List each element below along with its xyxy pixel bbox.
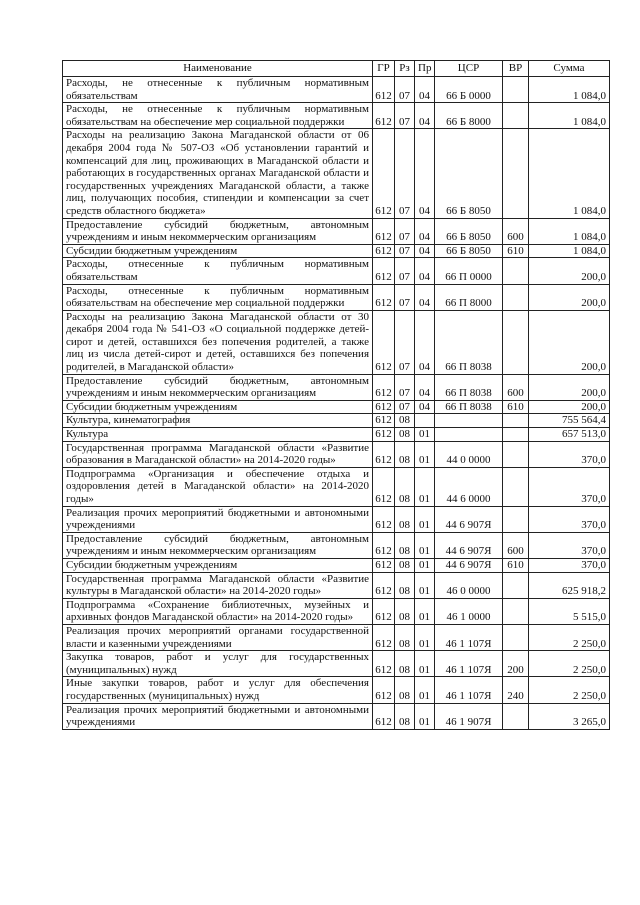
table-row <box>63 441 610 467</box>
row-pr: 01 <box>415 441 435 467</box>
row-vr <box>503 467 529 506</box>
row-rz: 07 <box>395 258 415 284</box>
row-rz: 08 <box>395 414 415 428</box>
row-pr: 01 <box>415 467 435 506</box>
row-gr: 612 <box>373 651 395 677</box>
row-vr: 600 <box>503 532 529 558</box>
row-pr <box>415 414 435 428</box>
row-csr: 44 6 907Я <box>435 558 503 572</box>
row-gr: 612 <box>373 677 395 703</box>
row-name: Реализация прочих мероприятий бюджетными и автономными учреждениями <box>63 506 373 532</box>
row-csr: 66 Б 8050 <box>435 129 503 218</box>
row-name: Расходы, отнесенные к публичным нормативным обязательствам на обеспечение мер социальной поддержки <box>63 284 373 310</box>
row-gr: 612 <box>373 598 395 624</box>
row-name: Реализация прочих мероприятий бюджетными и автономными учреждениями <box>63 703 373 729</box>
row-gr: 612 <box>373 77 395 103</box>
row-name: Субсидии бюджетным учреждениям <box>63 558 373 572</box>
row-gr: 612 <box>373 532 395 558</box>
row-pr: 04 <box>415 400 435 414</box>
row-vr: 610 <box>503 244 529 258</box>
row-csr: 46 1 107Я <box>435 651 503 677</box>
row-sum: 1 084,0 <box>529 103 610 129</box>
row-vr <box>503 441 529 467</box>
row-vr <box>503 310 529 374</box>
row-csr: 46 1 0000 <box>435 598 503 624</box>
row-name: Иные закупки товаров, работ и услуг для обеспечения государственных (муниципальных) нужд <box>63 677 373 703</box>
table-row <box>63 284 610 310</box>
row-sum: 2 250,0 <box>529 651 610 677</box>
row-name: Государственная программа Магаданской области «Развитие образования в Магаданской области» на 2014-2020 годы» <box>63 441 373 467</box>
row-name: Расходы, отнесенные к публичным нормативным обязательствам <box>63 258 373 284</box>
row-gr: 612 <box>373 400 395 414</box>
row-pr: 04 <box>415 244 435 258</box>
row-gr: 612 <box>373 218 395 244</box>
row-gr: 612 <box>373 624 395 650</box>
row-name: Государственная программа Магаданской области «Развитие культуры в Магаданской области» на 2014-2020 годы» <box>63 572 373 598</box>
row-csr: 44 6 907Я <box>435 532 503 558</box>
row-name: Предоставление субсидий бюджетным, автономным учреждениям и иным некоммерческим организациям <box>63 532 373 558</box>
row-pr: 01 <box>415 428 435 442</box>
row-name: Культура <box>63 428 373 442</box>
col-header-pr: Пр <box>415 61 435 77</box>
table-row <box>63 506 610 532</box>
row-pr: 04 <box>415 103 435 129</box>
row-gr: 612 <box>373 244 395 258</box>
row-sum: 200,0 <box>529 374 610 400</box>
row-gr: 612 <box>373 441 395 467</box>
row-rz: 08 <box>395 598 415 624</box>
table-row <box>63 129 610 218</box>
row-sum: 755 564,4 <box>529 414 610 428</box>
row-sum: 370,0 <box>529 558 610 572</box>
row-vr: 240 <box>503 677 529 703</box>
row-csr: 44 0 0000 <box>435 441 503 467</box>
row-sum: 2 250,0 <box>529 624 610 650</box>
row-vr <box>503 703 529 729</box>
row-gr: 612 <box>373 103 395 129</box>
row-gr: 612 <box>373 310 395 374</box>
table-row <box>63 467 610 506</box>
table-row <box>63 558 610 572</box>
col-header-vr: ВР <box>503 61 529 77</box>
row-sum: 200,0 <box>529 258 610 284</box>
row-pr: 04 <box>415 258 435 284</box>
row-name: Культура, кинематография <box>63 414 373 428</box>
col-header-csr: ЦСР <box>435 61 503 77</box>
row-pr: 01 <box>415 506 435 532</box>
row-sum: 1 084,0 <box>529 244 610 258</box>
row-sum: 370,0 <box>529 532 610 558</box>
row-sum: 1 084,0 <box>529 77 610 103</box>
row-pr: 04 <box>415 284 435 310</box>
row-rz: 08 <box>395 651 415 677</box>
row-csr <box>435 414 503 428</box>
row-vr: 600 <box>503 374 529 400</box>
row-pr: 04 <box>415 374 435 400</box>
row-pr: 01 <box>415 651 435 677</box>
row-csr <box>435 428 503 442</box>
row-vr <box>503 598 529 624</box>
row-csr: 66 П 8038 <box>435 400 503 414</box>
row-vr <box>503 103 529 129</box>
row-pr: 04 <box>415 310 435 374</box>
row-vr <box>503 572 529 598</box>
row-sum: 370,0 <box>529 441 610 467</box>
row-rz: 08 <box>395 558 415 572</box>
row-pr: 01 <box>415 677 435 703</box>
row-sum: 200,0 <box>529 284 610 310</box>
table-row <box>63 572 610 598</box>
row-vr: 600 <box>503 218 529 244</box>
row-rz: 08 <box>395 677 415 703</box>
row-pr: 01 <box>415 558 435 572</box>
row-sum: 1 084,0 <box>529 218 610 244</box>
table-row <box>63 103 610 129</box>
row-sum: 1 084,0 <box>529 129 610 218</box>
row-vr <box>503 428 529 442</box>
table-row <box>63 258 610 284</box>
row-pr: 04 <box>415 129 435 218</box>
row-csr: 66 П 0000 <box>435 258 503 284</box>
table-row <box>63 624 610 650</box>
row-sum: 370,0 <box>529 467 610 506</box>
row-name: Расходы, не отнесенные к публичным нормативным обязательствам на обеспечение мер социальной поддержки <box>63 103 373 129</box>
row-rz: 08 <box>395 506 415 532</box>
row-csr: 66 П 8038 <box>435 374 503 400</box>
table-row <box>63 598 610 624</box>
row-sum: 5 515,0 <box>529 598 610 624</box>
row-csr: 66 Б 8000 <box>435 103 503 129</box>
row-gr: 612 <box>373 572 395 598</box>
row-rz: 08 <box>395 572 415 598</box>
table-row <box>63 310 610 374</box>
row-csr: 66 Б 0000 <box>435 77 503 103</box>
row-name: Расходы, не отнесенные к публичным нормативным обязательствам <box>63 77 373 103</box>
table-row <box>63 244 610 258</box>
row-csr: 44 6 0000 <box>435 467 503 506</box>
row-gr: 612 <box>373 703 395 729</box>
row-gr: 612 <box>373 558 395 572</box>
row-vr <box>503 77 529 103</box>
row-sum: 625 918,2 <box>529 572 610 598</box>
row-csr: 46 1 107Я <box>435 677 503 703</box>
row-vr: 200 <box>503 651 529 677</box>
row-rz: 07 <box>395 374 415 400</box>
row-pr: 01 <box>415 572 435 598</box>
row-rz: 07 <box>395 284 415 310</box>
row-csr: 66 Б 8050 <box>435 218 503 244</box>
row-name: Расходы на реализацию Закона Магаданской области от 30 декабря 2004 года № 541-ОЗ «О социальной поддержке детей-сирот и детей, оставшихся без попечения родителей, а также лиц из числа детей-сирот и детей, оставшихся без попечения родителей, в Магаданской области» <box>63 310 373 374</box>
row-gr: 612 <box>373 374 395 400</box>
table-header-row <box>63 61 610 77</box>
row-gr: 612 <box>373 467 395 506</box>
row-rz: 07 <box>395 103 415 129</box>
table-row <box>63 651 610 677</box>
row-name: Закупка товаров, работ и услуг для государственных (муниципальных) нужд <box>63 651 373 677</box>
row-rz: 07 <box>395 310 415 374</box>
row-sum: 2 250,0 <box>529 677 610 703</box>
row-rz: 07 <box>395 77 415 103</box>
row-rz: 07 <box>395 400 415 414</box>
row-gr: 612 <box>373 414 395 428</box>
row-rz: 08 <box>395 428 415 442</box>
row-sum: 657 513,0 <box>529 428 610 442</box>
row-csr: 46 1 907Я <box>435 703 503 729</box>
row-pr: 01 <box>415 624 435 650</box>
row-sum: 370,0 <box>529 506 610 532</box>
row-rz: 08 <box>395 624 415 650</box>
table-row <box>63 532 610 558</box>
col-header-name: Наименование <box>63 61 373 77</box>
col-header-sum: Сумма <box>529 61 610 77</box>
row-gr: 612 <box>373 284 395 310</box>
row-csr: 66 Б 8050 <box>435 244 503 258</box>
row-rz: 08 <box>395 703 415 729</box>
row-name: Подпрограмма «Сохранение библиотечных, музейных и архивных фондов Магаданской области» на 2014-2020 годы» <box>63 598 373 624</box>
row-sum: 3 265,0 <box>529 703 610 729</box>
table-row <box>63 218 610 244</box>
row-vr: 610 <box>503 558 529 572</box>
table-row <box>63 414 610 428</box>
row-pr: 01 <box>415 532 435 558</box>
row-gr: 612 <box>373 506 395 532</box>
row-csr: 44 6 907Я <box>435 506 503 532</box>
row-name: Предоставление субсидий бюджетным, автономным учреждениям и иным некоммерческим организациям <box>63 218 373 244</box>
row-gr: 612 <box>373 129 395 218</box>
row-rz: 08 <box>395 532 415 558</box>
row-gr: 612 <box>373 428 395 442</box>
row-sum: 200,0 <box>529 310 610 374</box>
row-rz: 08 <box>395 441 415 467</box>
row-csr: 66 П 8038 <box>435 310 503 374</box>
row-name: Субсидии бюджетным учреждениям <box>63 400 373 414</box>
table-row <box>63 703 610 729</box>
budget-table <box>62 60 610 730</box>
row-vr <box>503 624 529 650</box>
row-pr: 04 <box>415 77 435 103</box>
row-pr: 01 <box>415 703 435 729</box>
row-pr: 04 <box>415 218 435 244</box>
row-vr <box>503 506 529 532</box>
row-vr <box>503 258 529 284</box>
row-sum: 200,0 <box>529 400 610 414</box>
row-rz: 08 <box>395 467 415 506</box>
row-name: Субсидии бюджетным учреждениям <box>63 244 373 258</box>
row-vr: 610 <box>503 400 529 414</box>
row-gr: 612 <box>373 258 395 284</box>
row-vr <box>503 284 529 310</box>
row-name: Расходы на реализацию Закона Магаданской области от 06 декабря 2004 года № 507-ОЗ «Об установлении гарантий и компенсаций для лиц, проживающих в Магаданской области и работающих в государственных органах Магаданской области и государственных учреждениях Магаданской области, а также лиц, получающих пособия, стипендии и компенсации за счет средств областного бюджета» <box>63 129 373 218</box>
col-header-gr: ГР <box>373 61 395 77</box>
row-name: Подпрограмма «Организация и обеспечение отдыха и оздоровления детей в Магаданской области» на 2014-2020 годы» <box>63 467 373 506</box>
row-vr <box>503 414 529 428</box>
row-csr: 46 1 107Я <box>435 624 503 650</box>
row-name: Реализация прочих мероприятий органами государственной власти и казенными учреждениями <box>63 624 373 650</box>
table-row <box>63 428 610 442</box>
row-rz: 07 <box>395 218 415 244</box>
row-csr: 46 0 0000 <box>435 572 503 598</box>
row-csr: 66 П 8000 <box>435 284 503 310</box>
table-row <box>63 374 610 400</box>
col-header-rz: Рз <box>395 61 415 77</box>
row-vr <box>503 129 529 218</box>
table-row <box>63 400 610 414</box>
table-row <box>63 77 610 103</box>
row-rz: 07 <box>395 244 415 258</box>
row-rz: 07 <box>395 129 415 218</box>
row-pr: 01 <box>415 598 435 624</box>
table-row <box>63 677 610 703</box>
row-name: Предоставление субсидий бюджетным, автономным учреждениям и иным некоммерческим организациям <box>63 374 373 400</box>
